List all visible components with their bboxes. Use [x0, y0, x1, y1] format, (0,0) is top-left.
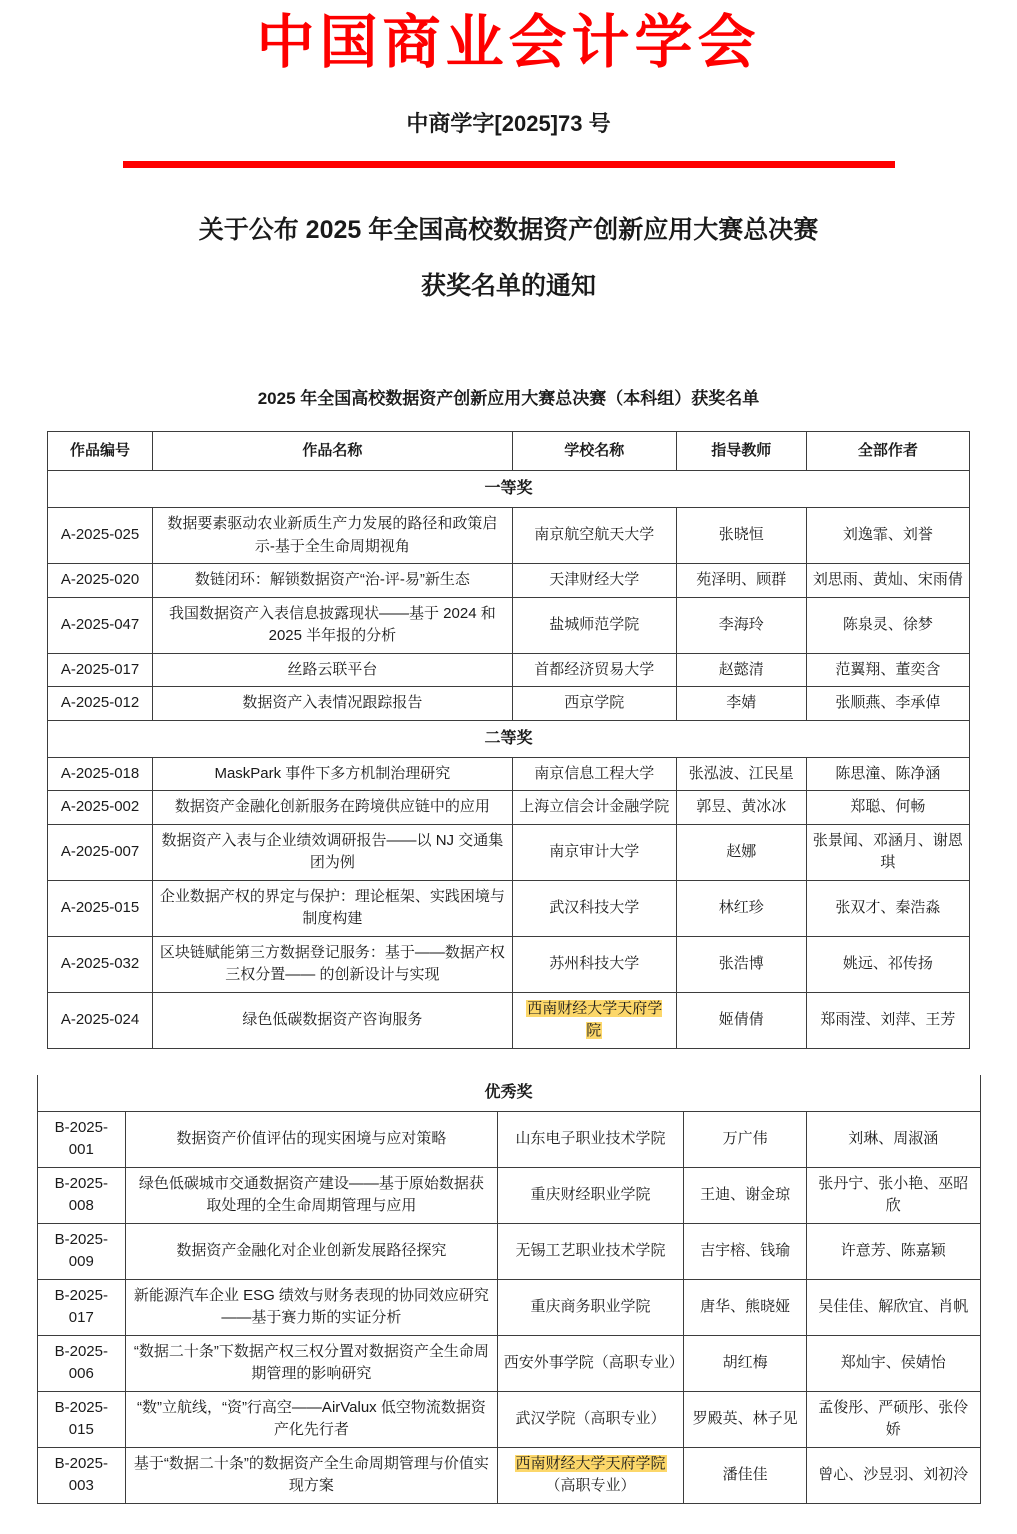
bachelor-awards-table [47, 431, 970, 1049]
cell-title: 数据要素驱动农业新质生产力发展的路径和政策启示-基于全生命周期视角 [153, 508, 513, 564]
cell-authors: 刘逸霏、刘誉 [806, 508, 969, 564]
cell-school [497, 1447, 684, 1503]
cell-id: A-2025-007 [48, 824, 153, 880]
cell-title: 数据资产价值评估的现实困境与应对策略 [126, 1111, 498, 1167]
cell-teacher: 张浩博 [676, 936, 806, 992]
table-row [48, 824, 970, 880]
cell-authors: 许意芳、陈嘉颖 [806, 1223, 980, 1279]
cell-teacher: 张晓恒 [676, 508, 806, 564]
cell-school: 南京审计大学 [512, 824, 676, 880]
cell-title: 区块链赋能第三方数据登记服务：基于——数据产权三权分置—— 的创新设计与实现 [153, 936, 513, 992]
cell-authors: 陈泉灵、徐梦 [806, 597, 969, 653]
cell-title: 数据资产入表情况跟踪报告 [153, 687, 513, 721]
table-row [37, 1447, 980, 1503]
table-row [48, 564, 970, 598]
cell-school: 天津财经大学 [512, 564, 676, 598]
vocational-awards-table [37, 1075, 981, 1504]
cell-id: A-2025-017 [48, 653, 153, 687]
highlighted-school-name: 西南财经大学天府学院 [515, 1454, 666, 1472]
cell-authors: 郑雨滢、刘萍、王芳 [806, 992, 969, 1048]
table-row [37, 1111, 980, 1167]
cell-id: B-2025-008 [37, 1167, 126, 1223]
table-row [48, 936, 970, 992]
cell-id: A-2025-018 [48, 757, 153, 791]
cell-school: 盐城师范学院 [512, 597, 676, 653]
cell-authors: 郑灿宇、侯婧怡 [806, 1335, 980, 1391]
cell-id: B-2025-015 [37, 1391, 126, 1447]
table-row [48, 653, 970, 687]
cell-title: 企业数据产权的界定与保护：理论框架、实践困境与制度构建 [153, 880, 513, 936]
table-row [48, 992, 970, 1048]
cell-id: A-2025-025 [48, 508, 153, 564]
notice-document [0, 10, 1017, 1534]
cell-authors: 范翼翔、董奕含 [806, 653, 969, 687]
notice-title-line2: 获奖名单的通知 [420, 271, 596, 300]
cell-authors: 姚远、祁传扬 [806, 936, 969, 992]
award-section-row [37, 1075, 980, 1112]
award-section-row [48, 720, 970, 757]
table-row [37, 1335, 980, 1391]
cell-teacher: 吉宇榕、钱瑜 [684, 1223, 807, 1279]
cell-title: 数据资产入表与企业绩效调研报告——以 NJ 交通集团为例 [153, 824, 513, 880]
cell-id: A-2025-047 [48, 597, 153, 653]
cell-school: 山东电子职业技术学院 [497, 1111, 684, 1167]
cell-authors: 陈思潼、陈净涵 [806, 757, 969, 791]
cell-school: 首都经济贸易大学 [512, 653, 676, 687]
cell-authors: 张丹宁、张小艳、巫昭欣 [806, 1167, 980, 1223]
cell-teacher: 苑泽明、顾群 [676, 564, 806, 598]
org-title: 中国商业会计学会 [256, 10, 761, 75]
cell-id: B-2025-006 [37, 1335, 126, 1391]
cell-title: MaskPark 事件下多方机制治理研究 [153, 757, 513, 791]
table-row [48, 791, 970, 825]
cell-title: 绿色低碳数据资产咨询服务 [153, 992, 513, 1048]
header-school: 学校名称 [512, 431, 676, 471]
cell-title: 基于“数据二十条”的数据资产全生命周期管理与价值实现方案 [126, 1447, 498, 1503]
cell-title: 丝路云联平台 [153, 653, 513, 687]
cell-teacher: 李海玲 [676, 597, 806, 653]
cell-school: 武汉学院（高职专业） [497, 1391, 684, 1447]
cell-title: 新能源汽车企业 ESG 绩效与财务表现的协同效应研究——基于赛力斯的实证分析 [126, 1279, 498, 1335]
cell-teacher: 唐华、熊晓娅 [684, 1279, 807, 1335]
table-row [48, 508, 970, 564]
cell-teacher: 李婧 [676, 687, 806, 721]
cell-school: 武汉科技大学 [512, 880, 676, 936]
cell-teacher: 罗殿英、林子见 [684, 1391, 807, 1447]
header-work-title: 作品名称 [153, 431, 513, 471]
table-row [37, 1279, 980, 1335]
cell-id: A-2025-032 [48, 936, 153, 992]
cell-title: 数据资产金融化创新服务在跨境供应链中的应用 [153, 791, 513, 825]
cell-teacher: 万广伟 [684, 1111, 807, 1167]
red-divider-rule [123, 161, 895, 168]
table-row [48, 687, 970, 721]
cell-teacher: 张泓波、江民星 [676, 757, 806, 791]
cell-school: 南京信息工程大学 [512, 757, 676, 791]
highlighted-school-name: 西南财经大学天府学院 [527, 999, 663, 1040]
cell-authors: 曾心、沙昱羽、刘初泠 [806, 1447, 980, 1503]
cell-teacher: 潘佳佳 [684, 1447, 807, 1503]
award-section-label: 优秀奖 [37, 1075, 980, 1112]
header-teacher: 指导教师 [676, 431, 806, 471]
cell-school: 西安外事学院（高职专业） [497, 1335, 684, 1391]
cell-school: 重庆商务职业学院 [497, 1279, 684, 1335]
notice-title [0, 202, 1017, 314]
cell-id: B-2025-003 [37, 1447, 126, 1503]
header-work-id: 作品编号 [48, 431, 153, 471]
table-row [48, 757, 970, 791]
cell-id: B-2025-009 [37, 1223, 126, 1279]
table-row [48, 597, 970, 653]
cell-authors: 张双才、秦浩淼 [806, 880, 969, 936]
cell-id: B-2025-017 [37, 1279, 126, 1335]
cell-id: B-2025-001 [37, 1111, 126, 1167]
cell-school [512, 992, 676, 1048]
cell-school: 西京学院 [512, 687, 676, 721]
cell-school: 南京航空航天大学 [512, 508, 676, 564]
table-header-row [48, 431, 970, 471]
cell-authors: 孟俊彤、严硕彤、张伶娇 [806, 1391, 980, 1447]
cell-school: 上海立信会计金融学院 [512, 791, 676, 825]
cell-title: 我国数据资产入表信息披露现状——基于 2024 和 2025 半年报的分析 [153, 597, 513, 653]
cell-authors: 刘琳、周淑涵 [806, 1111, 980, 1167]
cell-authors: 张顺燕、李承倬 [806, 687, 969, 721]
cell-teacher: 姬倩倩 [676, 992, 806, 1048]
cell-teacher: 林红珍 [676, 880, 806, 936]
award-section-row [48, 471, 970, 508]
cell-authors: 郑聪、何畅 [806, 791, 969, 825]
cell-id: A-2025-024 [48, 992, 153, 1048]
header-authors: 全部作者 [806, 431, 969, 471]
cell-teacher: 胡红梅 [684, 1335, 807, 1391]
cell-teacher: 王迪、谢金琼 [684, 1167, 807, 1223]
cell-id: A-2025-002 [48, 791, 153, 825]
notice-title-line1: 关于公布 2025 年全国高校数据资产创新应用大赛总决赛 [198, 215, 819, 244]
award-section-label: 一等奖 [48, 471, 970, 508]
table-row [37, 1167, 980, 1223]
doc-number: 中商学字[2025]73 号 [406, 110, 611, 136]
table-row [37, 1223, 980, 1279]
award-section-label: 二等奖 [48, 720, 970, 757]
cell-teacher: 郭昱、黄冰冰 [676, 791, 806, 825]
table-row [37, 1391, 980, 1447]
cell-id: A-2025-020 [48, 564, 153, 598]
cell-school: 无锡工艺职业技术学院 [497, 1223, 684, 1279]
cell-teacher: 赵娜 [676, 824, 806, 880]
cell-title: “数”立航线，“资”行高空——AirValux 低空物流数据资产化先行者 [126, 1391, 498, 1447]
cell-authors: 张景闻、邓涵月、谢恩琪 [806, 824, 969, 880]
cell-title: “数据二十条”下数据产权三权分置对数据资产全生命周期管理的影响研究 [126, 1335, 498, 1391]
cell-title: 数据资产金融化对企业创新发展路径探究 [126, 1223, 498, 1279]
cell-school: 重庆财经职业学院 [497, 1167, 684, 1223]
cell-id: A-2025-012 [48, 687, 153, 721]
cell-title: 数链闭环：解锁数据资产“治-评-易”新生态 [153, 564, 513, 598]
bachelor-table-title: 2025 年全国高校数据资产创新应用大赛总决赛（本科组）获奖名单 [257, 388, 760, 408]
cell-title: 绿色低碳城市交通数据资产建设——基于原始数据获取处理的全生命周期管理与应用 [126, 1167, 498, 1223]
cell-teacher: 赵懿清 [676, 653, 806, 687]
cell-id: A-2025-015 [48, 880, 153, 936]
school-suffix: （高职专业） [545, 1477, 636, 1495]
cell-school: 苏州科技大学 [512, 936, 676, 992]
cell-authors: 吴佳佳、解欣宜、肖帆 [806, 1279, 980, 1335]
cell-authors: 刘思雨、黄灿、宋雨倩 [806, 564, 969, 598]
table-row [48, 880, 970, 936]
